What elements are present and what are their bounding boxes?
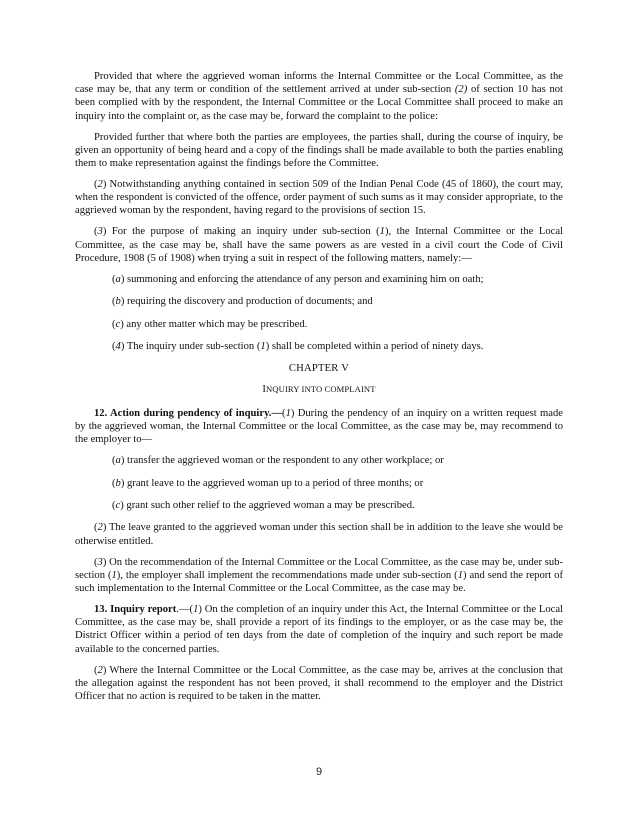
text-span: The leave granted to the aggrieved woman under this section shall be in addition to the leave she would be otherwise entitled. bbox=[75, 522, 563, 547]
text-span: summoning and enforcing the attendance of any person and examining him on oath; bbox=[124, 273, 484, 285]
subsection-number: 2 bbox=[97, 664, 103, 676]
subheading-rest: NQUIRY INTO COMPLAINT bbox=[266, 383, 376, 394]
ref-span: (2) bbox=[454, 84, 468, 96]
proviso-paragraph-1 bbox=[75, 70, 563, 123]
text-span: ) shall be completed within a period of ninety days. bbox=[265, 341, 484, 352]
text-span: Notwithstanding anything contained in section 509 of the Indian Penal Code (45 of 1860), the court may, when the respondent is convicted of the offence, order payment of such sums as it may consider appropriate, to the aggrieved woman by the respondent, having regard to the provisions of section 15. bbox=[75, 179, 563, 217]
text-span: transfer the aggrieved woman or the respondent to any other workplace; or bbox=[124, 455, 444, 467]
clause-letter: b bbox=[115, 296, 121, 308]
clause-a: (a) transfer the aggrieved woman or the respondent to any other workplace; or bbox=[112, 455, 444, 467]
text-span: The inquiry under sub-section ( bbox=[124, 341, 261, 352]
chapter-subheading bbox=[75, 383, 563, 396]
subsection-number: 4 bbox=[115, 341, 121, 352]
text-span: grant such other relief to the aggrieved woman a may be prescribed. bbox=[123, 499, 415, 511]
subsection-number: 1 bbox=[285, 407, 291, 419]
chapter-heading: CHAPTER V bbox=[288, 363, 350, 375]
clause-letter: c bbox=[115, 499, 121, 511]
text-span: On the recommendation of the Internal Committee or the Local Committee, as the case may be, under sub-section ( bbox=[75, 556, 563, 581]
clause-letter: c bbox=[115, 318, 121, 330]
text-span: ) and send the report of such implementation to the Internal Committee or the Local Committee, as the case may be. bbox=[75, 569, 563, 594]
subsection-number: 1 bbox=[193, 603, 199, 615]
clause-b: (b) requiring the discovery and production of documents; and bbox=[112, 296, 373, 308]
subsection-number: 2 bbox=[97, 522, 103, 534]
section-heading: 13. Inquiry report bbox=[94, 603, 177, 615]
section-13-paragraph: 13. Inquiry report.—(1) On the completion of an inquiry under this Act, the Internal Committee or the Local Committee, as the case may be, shall provide a report of its findings to the employer, or as the case may be, the District Officer within a period of ten days from the date of completion of the inquiry and such report be made available to the concerned parties. bbox=[75, 603, 563, 655]
text-span: any other matter which may be prescribed. bbox=[123, 318, 308, 330]
ref-span: 1 bbox=[260, 341, 266, 352]
text-span: of section 10 has not been complied with by the respondent, the Internal Committee or the Local Committee shall proceed to make an inquiry into the complaint or, as the case may be, forward the complaint to the police: bbox=[75, 84, 563, 122]
clause-letter: b bbox=[115, 477, 121, 489]
subsection-3-paragraph: (3) For the purpose of making an inquiry under sub-section (1), the Internal Committee or the Local Committee, as the case may be, shall have the same powers as are vested in a civil court the Code of Civil Procedure, 1908 (5 of 1908) when trying a suit in respect of the following matters, namely:— bbox=[75, 226, 563, 264]
text-span: grant leave to the aggrieved woman up to a period of three months; or bbox=[124, 477, 424, 489]
page-number: 9 bbox=[315, 766, 323, 778]
text-span: During the pendency of an inquiry on a written request made by the aggrieved woman, the Internal Committee or the local Committee, as the case may be, may recommend to the employer to— bbox=[75, 407, 563, 446]
text-span: ), the Internal Committee or the Local Committee, as the case may be, shall have the same powers as are vested in a civil court the Code of Civil Procedure, 1908 (5 of 1908) when trying a suit in respect of the following matters, namely:— bbox=[75, 226, 563, 264]
section-12-paragraph: 12. Action during pendency of inquiry.—(1) During the pendency of an inquiry on a written request made by the aggrieved woman, the Internal Committee or the local Committee, as the case may be, may recommend to the employer to— bbox=[75, 407, 563, 446]
subsection-number: 3 bbox=[97, 556, 103, 568]
text-span: Provided that where the aggrieved woman informs the Internal Committee or the Local Committee, as the case may be, that any term or condition of the settlement arrived at under sub-section bbox=[75, 71, 563, 96]
section-heading: 12. Action during pendency of inquiry. bbox=[94, 407, 272, 419]
text-span: requiring the discovery and production of documents; and bbox=[124, 296, 373, 308]
section-13-subsection-2: (2) Where the Internal Committee or the Local Committee, as the case may be, arrives at the conclusion that the allegation against the respondent has not been proved, it shall recommend to the employer and the District Officer that no action is required to be taken in the matter. bbox=[75, 664, 563, 702]
clause-a: (a) summoning and enforcing the attendance of any person and examining him on oath; bbox=[112, 273, 484, 285]
ref-span: 1 bbox=[457, 569, 463, 581]
clause-c: (c) any other matter which may be prescribed. bbox=[112, 318, 308, 330]
text-span: Where the Internal Committee or the Local Committee, as the case may be, arrives at the conclusion that the allegation against the respondent has not been proved, it shall recommend to the employer and the District Officer that no action is required to be taken in the matter. bbox=[75, 664, 563, 702]
clause-c: (c) grant such other relief to the aggrieved woman a may be prescribed. bbox=[112, 499, 415, 511]
subsection-number: 3 bbox=[97, 226, 103, 238]
section-dash: — bbox=[271, 407, 283, 419]
section-dash: .— bbox=[176, 603, 190, 615]
text-span: For the purpose of making an inquiry under sub-section ( bbox=[106, 226, 380, 238]
text-span: ), the employer shall implement the recommendations made under sub-section ( bbox=[116, 569, 458, 581]
page-body bbox=[75, 70, 563, 711]
clause-b: (b) grant leave to the aggrieved woman up to a period of three months; or bbox=[112, 477, 424, 489]
proviso-paragraph-2: Provided further that where both the parties are employees, the parties shall, during the course of inquiry, be given an opportunity of being heard and a copy of the findings shall be made available to both the parties enabling them to make representation against the findings before the Committee. bbox=[75, 131, 563, 170]
subsection-number: 2 bbox=[97, 179, 103, 191]
clause-letter: a bbox=[115, 455, 121, 467]
text-span: On the completion of an inquiry under this Act, the Internal Committee or the Local Committee, as the case may be, shall provide a report of its findings to the employer, or as the case may be, the District Officer within a period of ten days from the date of completion of the inquiry and such report be made available to the concerned parties. bbox=[75, 603, 563, 655]
subsection-2-paragraph: (2) Notwithstanding anything contained in section 509 of the Indian Penal Code (45 of 1860), the court may, when the respondent is convicted of the offence, order payment of such sums as it may consider appropriate, to the aggrieved woman by the respondent, having regard to the provisions of section 15. bbox=[75, 179, 563, 217]
section-12-subsection-3: (3) On the recommendation of the Internal Committee or the Local Committee, as the case may be, under sub-section (1), the employer shall implement the recommendations made under sub-section (1) and send the report of such implementation to the Internal Committee or the Local Committee, as the case may be. bbox=[75, 556, 563, 594]
clause-letter: a bbox=[115, 273, 121, 285]
subheading-initial: I bbox=[262, 383, 267, 395]
ref-span: 1 bbox=[379, 226, 385, 238]
subsection-4-paragraph: (4) The inquiry under sub-section (1) shall be completed within a period of ninety days. bbox=[112, 341, 484, 352]
ref-span: 1 bbox=[111, 569, 117, 581]
section-12-subsection-2: (2) The leave granted to the aggrieved woman under this section shall be in addition to the leave she would be otherwise entitled. bbox=[75, 522, 563, 547]
